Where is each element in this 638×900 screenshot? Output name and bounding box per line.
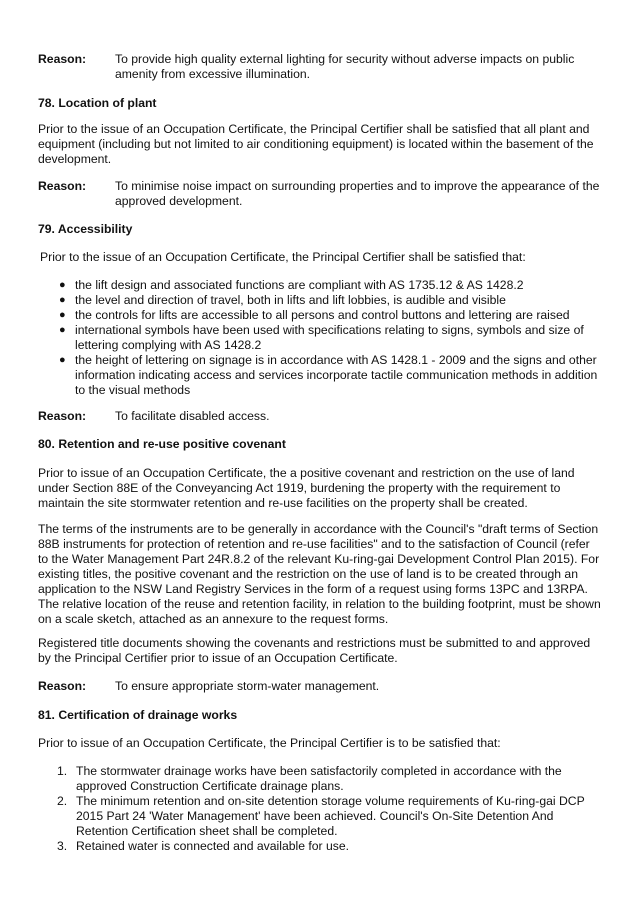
reason-text: To facilitate disabled access. [115, 409, 270, 423]
reason-label: Reason: [38, 52, 87, 66]
reason-label: Reason: [38, 179, 87, 193]
list-item: ● the level and direction of travel, both in lifts and lift lobbies, is audible and visible [59, 293, 506, 307]
section-80-paragraph-3: Registered title documents showing the covenants and restrictions must be submitted to and approved by the Principal Certifier prior to issue of an Occupation Certificate. [38, 636, 591, 665]
reason-text: To provide high quality external lighting for security without adverse impacts on public amenity from excessive illumination. [115, 52, 575, 81]
accessibility-bullet-list [38, 278, 603, 398]
list-item: 1. The stormwater drainage works have been satisfactorily completed in accordance with the approved Construction Certificate drainage plans. [57, 764, 562, 793]
section-80-paragraph-2: The terms of the instruments are to be generally in accordance with the Council's "draft terms of Section 88B instruments for protection of retention and re-use facilities" and to the satisfaction of Council (refer to the Water Management Part 24R.8.2 of the relevant Ku-ring-gai Development Control Plan 2015). For existing titles, the positive covenant and the restriction on the use of land is to be created through an application to the NSW Land Registry Services in the form of a request using forms 13PC and 13RPA. The relative location of the reuse and retention facility, in relation to the building footprint, must be shown on a scale sketch, attached as an annexure to the request forms. [38, 522, 601, 626]
bullet-icon: ● [59, 354, 66, 366]
list-item: ● the height of lettering on signage is in accordance with AS 1428.1 - 2009 and the signs and other information indicating access and services incorporate tactile communication methods in addition to the visual methods [59, 353, 598, 397]
reason-text: To ensure appropriate storm-water management. [115, 679, 380, 693]
list-item: ● the lift design and associated functions are compliant with AS 1735.12 & AS 1428.2 [59, 278, 524, 292]
bullet-icon: ● [59, 279, 66, 291]
section-heading-80: 80. Retention and re-use positive covenant [38, 437, 286, 451]
reason-79 [38, 409, 603, 424]
reason-text: To minimise noise impact on surrounding properties and to improve the appearance of the approved development. [115, 179, 600, 208]
reason-label: Reason: [38, 679, 87, 693]
item-number: 2. [57, 794, 68, 808]
item-number: 3. [57, 839, 68, 853]
bullet-icon: ● [59, 309, 66, 321]
section-81-paragraph: Prior to issue of an Occupation Certificate, the Principal Certifier is to be satisfied that: [38, 736, 501, 750]
reason-80 [38, 679, 603, 694]
item-number: 1. [57, 764, 68, 778]
drainage-numbered-list [38, 764, 603, 854]
bullet-icon: ● [59, 294, 66, 306]
reason-label: Reason: [38, 409, 87, 423]
bullet-icon: ● [59, 324, 66, 336]
section-78-paragraph: Prior to the issue of an Occupation Certificate, the Principal Certifier shall be satisfied that all plant and equipment (including but not limited to air conditioning equipment) is located within the basement of the development. [38, 122, 594, 166]
section-79-paragraph: Prior to the issue of an Occupation Certificate, the Principal Certifier shall be satisfied that: [40, 250, 526, 264]
section-heading-81: 81. Certification of drainage works [38, 708, 238, 722]
reason-77 [38, 52, 603, 82]
reason-78 [38, 179, 603, 209]
list-item: ● the controls for lifts are accessible to all persons and control buttons and lettering are raised [59, 308, 570, 322]
list-item: 3. Retained water is connected and available for use. [57, 839, 350, 853]
section-80-paragraph-1: Prior to issue of an Occupation Certificate, the a positive covenant and restriction on the use of land under Section 88E of the Conveyancing Act 1919, burdening the property with the requirement to maintain the site stormwater retention and re-use facilities on the property shall be created. [38, 466, 575, 510]
section-heading-78: 78. Location of plant [38, 96, 157, 110]
list-item: 2. The minimum retention and on-site detention storage volume requirements of Ku-ring-gai DCP 2015 Part 24 'Water Management' have been achieved. Council's On-Site Detention And Retention Certification sheet shall be completed. [57, 794, 585, 838]
section-heading-79: 79. Accessibility [38, 222, 133, 236]
list-item: ● international symbols have been used with specifications relating to signs, symbols and size of lettering complying with AS 1428.2 [59, 323, 584, 352]
